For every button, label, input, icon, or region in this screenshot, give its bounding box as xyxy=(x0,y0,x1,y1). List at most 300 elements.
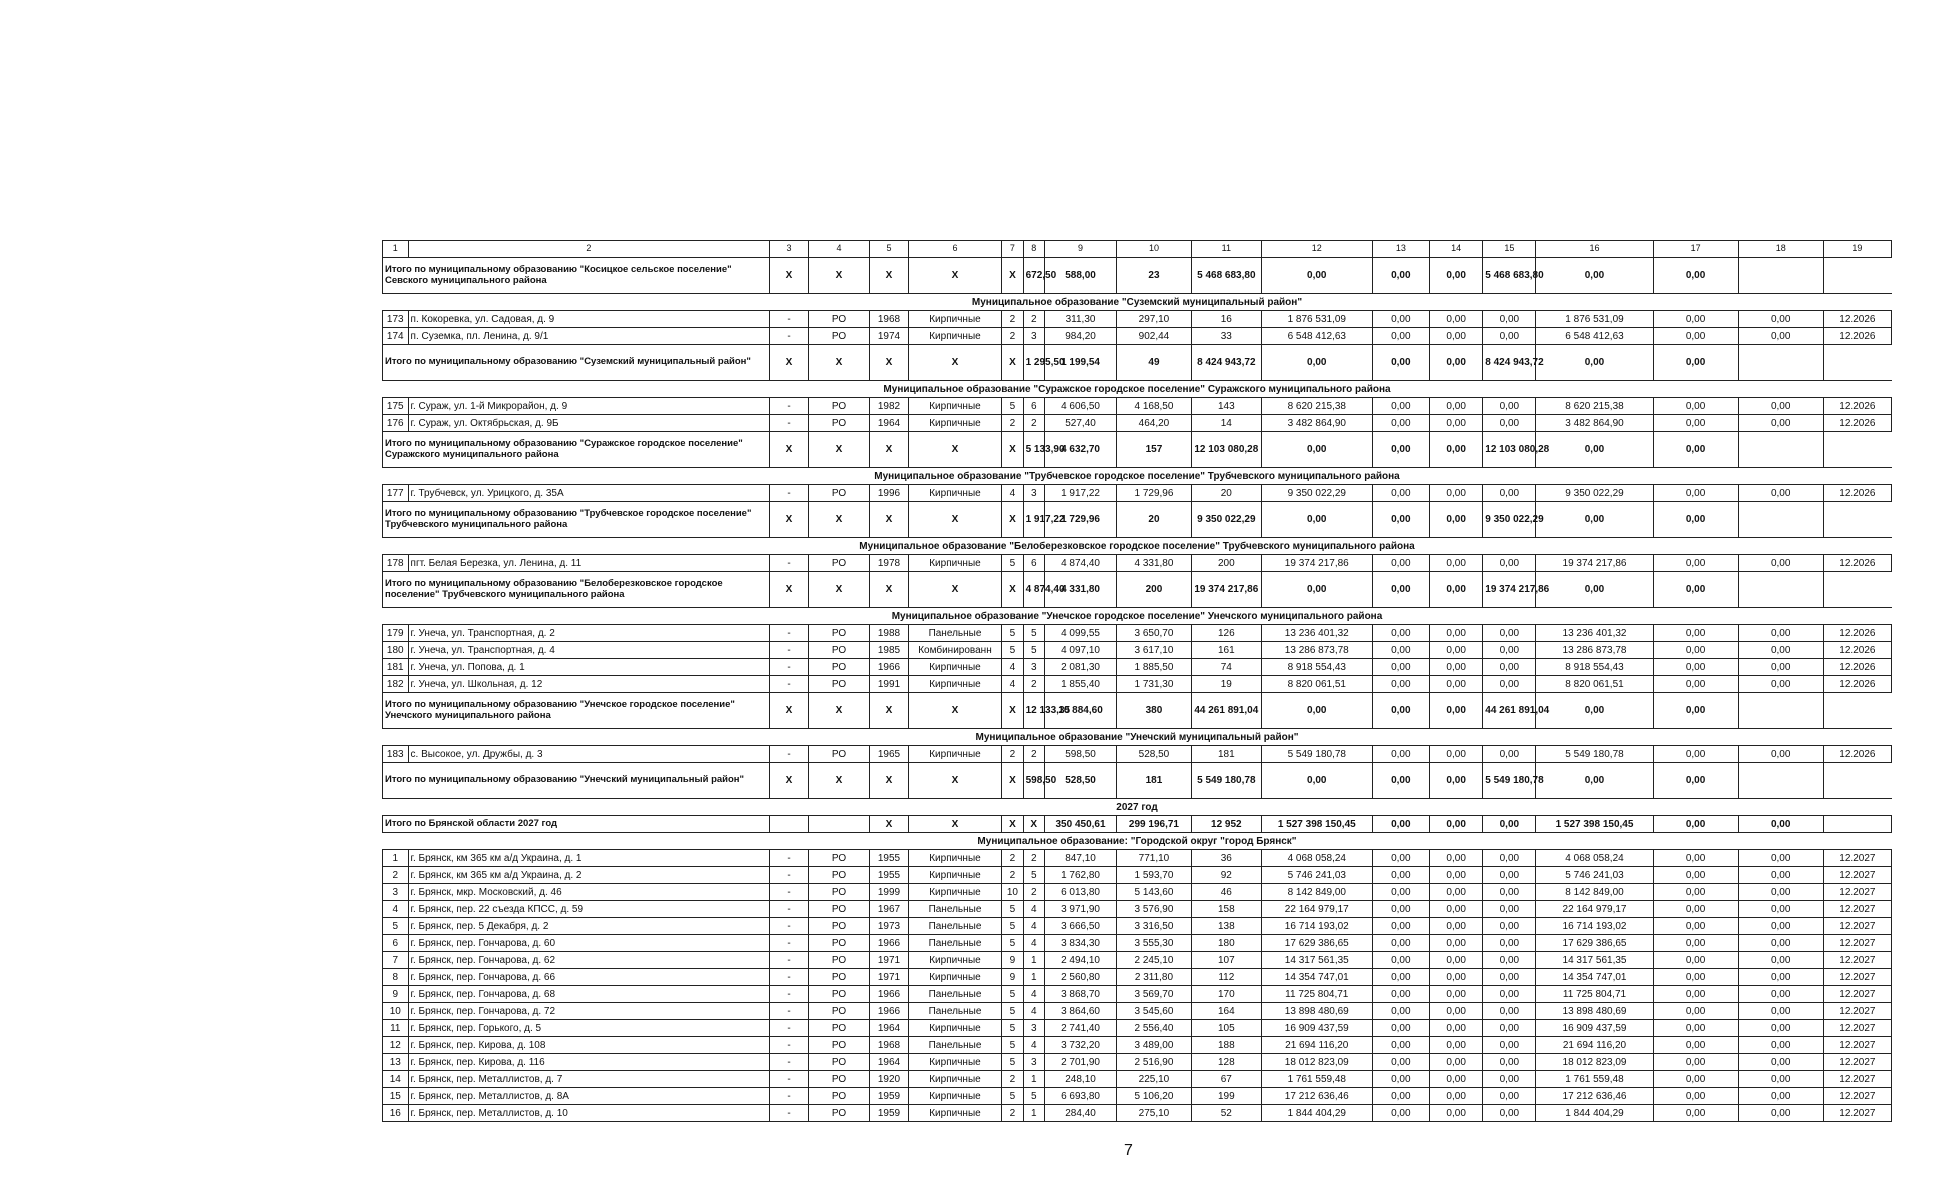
table-cell: 0,00 xyxy=(1430,659,1483,676)
table-cell: 13 898 480,69 xyxy=(1536,1003,1653,1020)
table-cell: 5 xyxy=(1002,1020,1023,1037)
table-cell: РО xyxy=(808,867,870,884)
table-cell: - xyxy=(770,642,808,659)
table-cell: 21 694 116,20 xyxy=(1261,1037,1372,1054)
row-number: 174 xyxy=(383,328,409,345)
address-cell: г. Брянск, пер. 22 съезда КПСС, д. 59 xyxy=(408,901,770,918)
table-cell: 0,00 xyxy=(1430,1003,1483,1020)
table-cell: 0,00 xyxy=(1738,659,1823,676)
table-cell: РО xyxy=(808,485,870,502)
total-cell: X xyxy=(870,763,908,799)
table-cell: 2 516,90 xyxy=(1117,1054,1191,1071)
table-cell: 16 xyxy=(1191,311,1261,328)
total-cell: X xyxy=(1002,816,1023,833)
table-cell: 2 081,30 xyxy=(1044,659,1116,676)
table-cell: 12.2027 xyxy=(1823,952,1891,969)
table-cell: 0,00 xyxy=(1483,398,1536,415)
table-cell: 0,00 xyxy=(1483,969,1536,986)
table-cell: 12.2027 xyxy=(1823,1105,1891,1122)
table-cell: 0,00 xyxy=(1483,642,1536,659)
table-cell: 0,00 xyxy=(1372,676,1429,693)
table-cell: 5 xyxy=(1023,1088,1044,1105)
table-cell: 52 xyxy=(1191,1105,1261,1122)
table-cell: 1967 xyxy=(870,901,908,918)
table-cell: 0,00 xyxy=(1738,867,1823,884)
total-cell: 1 917,22 xyxy=(1023,502,1044,538)
table-cell: 0,00 xyxy=(1738,1020,1823,1037)
address-cell: г. Брянск, пер. Кирова, д. 116 xyxy=(408,1054,770,1071)
table-cell: 0,00 xyxy=(1653,1003,1738,1020)
table-cell: 1 731,30 xyxy=(1117,676,1191,693)
table-cell: Кирпичные xyxy=(908,676,1002,693)
total-cell: 49 xyxy=(1117,345,1191,381)
table-cell: Кирпичные xyxy=(908,1054,1002,1071)
table-cell: 5 143,60 xyxy=(1117,884,1191,901)
total-cell: 0,00 xyxy=(1372,258,1429,294)
table-cell: 1985 xyxy=(870,642,908,659)
table-cell: - xyxy=(770,625,808,642)
table-cell: 0,00 xyxy=(1738,1071,1823,1088)
total-cell: 1 527 398 150,45 xyxy=(1261,816,1372,833)
total-cell: 0,00 xyxy=(1261,502,1372,538)
total-cell: X xyxy=(1002,763,1023,799)
table-cell: 0,00 xyxy=(1372,1003,1429,1020)
table-cell: РО xyxy=(808,676,870,693)
table-cell: 4 xyxy=(1023,986,1044,1003)
table-cell: 2 xyxy=(1023,415,1044,432)
table-cell: 143 xyxy=(1191,398,1261,415)
table-cell: 14 317 561,35 xyxy=(1261,952,1372,969)
table-cell: - xyxy=(770,746,808,763)
total-cell: 5 549 180,78 xyxy=(1483,763,1536,799)
total-cell xyxy=(1738,258,1823,294)
total-cell: X xyxy=(870,502,908,538)
total-cell: 19 374 217,86 xyxy=(1191,572,1261,608)
total-cell: X xyxy=(1023,816,1044,833)
table-cell: 1964 xyxy=(870,1020,908,1037)
total-cell: 44 261 891,04 xyxy=(1483,693,1536,729)
table-cell: - xyxy=(770,415,808,432)
total-cell xyxy=(770,816,808,833)
row-number: 7 xyxy=(383,952,409,969)
total-cell: X xyxy=(908,572,1002,608)
table-cell: 126 xyxy=(1191,625,1261,642)
table-cell: 0,00 xyxy=(1738,1054,1823,1071)
total-cell: 1 527 398 150,45 xyxy=(1536,816,1653,833)
table-cell: 0,00 xyxy=(1372,311,1429,328)
table-cell: 0,00 xyxy=(1738,398,1823,415)
table-cell: РО xyxy=(808,935,870,952)
table-cell: 0,00 xyxy=(1738,1088,1823,1105)
address-cell: г. Брянск, пер. Гончарова, д. 68 xyxy=(408,986,770,1003)
table-cell: 0,00 xyxy=(1738,850,1823,867)
table-cell: Комбинированн xyxy=(908,642,1002,659)
total-label: Итого по муниципальному образованию "Унечское городское поселение" Унечского муниципального района xyxy=(383,693,770,729)
total-cell: 0,00 xyxy=(1536,502,1653,538)
table-cell: 0,00 xyxy=(1372,746,1429,763)
table-cell: 105 xyxy=(1191,1020,1261,1037)
table-cell: 12.2027 xyxy=(1823,1054,1891,1071)
total-cell: 4 874,40 xyxy=(1023,572,1044,608)
section-heading-row xyxy=(383,833,1892,850)
table-cell: 1920 xyxy=(870,1071,908,1088)
table-row xyxy=(383,746,1892,763)
total-cell: X xyxy=(1002,572,1023,608)
row-number: 177 xyxy=(383,485,409,502)
column-number: 6 xyxy=(908,241,1002,258)
table-cell: 0,00 xyxy=(1483,986,1536,1003)
total-cell: 0,00 xyxy=(1536,432,1653,468)
table-cell: 0,00 xyxy=(1430,746,1483,763)
table-cell: 0,00 xyxy=(1430,952,1483,969)
table-cell: - xyxy=(770,1054,808,1071)
column-number: 5 xyxy=(870,241,908,258)
address-cell: г. Брянск, пер. 5 Декабря, д. 2 xyxy=(408,918,770,935)
table-cell: 275,10 xyxy=(1117,1105,1191,1122)
table-cell: РО xyxy=(808,1020,870,1037)
table-cell: 3 xyxy=(1023,1054,1044,1071)
table-cell: 0,00 xyxy=(1372,328,1429,345)
table-cell: 0,00 xyxy=(1430,1071,1483,1088)
total-cell: X xyxy=(908,816,1002,833)
table-cell: 13 236 401,32 xyxy=(1536,625,1653,642)
table-cell: 16 714 193,02 xyxy=(1261,918,1372,935)
column-number: 8 xyxy=(1023,241,1044,258)
table-cell: 984,20 xyxy=(1044,328,1116,345)
table-cell: 1955 xyxy=(870,867,908,884)
table-cell: Кирпичные xyxy=(908,952,1002,969)
table-cell: 18 012 823,09 xyxy=(1261,1054,1372,1071)
table-cell: 0,00 xyxy=(1738,415,1823,432)
table-cell: 0,00 xyxy=(1430,935,1483,952)
table-cell: 1971 xyxy=(870,969,908,986)
section-heading-row xyxy=(383,381,1892,398)
total-cell: X xyxy=(870,258,908,294)
total-cell: 0,00 xyxy=(1430,763,1483,799)
table-cell: 3 864,60 xyxy=(1044,1003,1116,1020)
table-cell: 12.2027 xyxy=(1823,969,1891,986)
column-number: 16 xyxy=(1536,241,1653,258)
table-cell: 464,20 xyxy=(1117,415,1191,432)
table-cell: 0,00 xyxy=(1483,901,1536,918)
table-cell: 0,00 xyxy=(1483,1020,1536,1037)
section-title: 2027 год xyxy=(383,799,1892,816)
table-cell: 17 212 636,46 xyxy=(1536,1088,1653,1105)
table-cell: 3 xyxy=(1023,485,1044,502)
table-cell: 0,00 xyxy=(1483,918,1536,935)
total-label: Итого по муниципальному образованию "Суземский муниципальный район" xyxy=(383,345,770,381)
row-number: 173 xyxy=(383,311,409,328)
total-cell: 4 632,70 xyxy=(1044,432,1116,468)
table-cell: РО xyxy=(808,918,870,935)
table-cell: 2 xyxy=(1002,867,1023,884)
table-cell: 20 xyxy=(1191,485,1261,502)
table-cell: 0,00 xyxy=(1430,485,1483,502)
table-cell: 161 xyxy=(1191,642,1261,659)
section-heading-row xyxy=(383,468,1892,485)
table-cell: РО xyxy=(808,625,870,642)
table-cell: РО xyxy=(808,311,870,328)
table-cell: 0,00 xyxy=(1653,1088,1738,1105)
table-cell: 36 xyxy=(1191,850,1261,867)
total-cell: 1 295,50 xyxy=(1023,345,1044,381)
column-number: 9 xyxy=(1044,241,1116,258)
total-cell: 0,00 xyxy=(1261,693,1372,729)
table-cell: 4 068 058,24 xyxy=(1536,850,1653,867)
table-cell: 0,00 xyxy=(1372,1071,1429,1088)
total-label: Итого по муниципальному образованию "Суражское городское поселение" Суражского муниципального района xyxy=(383,432,770,468)
row-number: 9 xyxy=(383,986,409,1003)
section-title: Муниципальное образование "Унечский муниципальный район" xyxy=(383,729,1892,746)
table-cell: 5 xyxy=(1002,1088,1023,1105)
table-cell: 4 331,80 xyxy=(1117,555,1191,572)
column-number: 14 xyxy=(1430,241,1483,258)
total-cell: 23 xyxy=(1117,258,1191,294)
table-cell: 0,00 xyxy=(1483,1003,1536,1020)
total-cell: 0,00 xyxy=(1430,693,1483,729)
row-number: 12 xyxy=(383,1037,409,1054)
table-row xyxy=(383,1037,1892,1054)
table-cell: 0,00 xyxy=(1653,918,1738,935)
address-cell: г. Унеча, ул. Транспортная, д. 2 xyxy=(408,625,770,642)
total-cell: X xyxy=(1002,258,1023,294)
table-cell: РО xyxy=(808,1037,870,1054)
table-body xyxy=(383,241,1892,1122)
table-cell: 0,00 xyxy=(1372,969,1429,986)
table-cell: 9 xyxy=(1002,969,1023,986)
table-cell: 3 482 864,90 xyxy=(1261,415,1372,432)
table-cell: РО xyxy=(808,969,870,986)
total-cell xyxy=(1738,693,1823,729)
total-cell: X xyxy=(808,258,870,294)
total-cell: 4 331,80 xyxy=(1044,572,1116,608)
table-cell: 3 834,30 xyxy=(1044,935,1116,952)
table-cell: 1971 xyxy=(870,952,908,969)
table-cell: 1 593,70 xyxy=(1117,867,1191,884)
table-cell: Кирпичные xyxy=(908,328,1002,345)
row-number: 5 xyxy=(383,918,409,935)
table-cell: 0,00 xyxy=(1372,642,1429,659)
table-cell: 5 549 180,78 xyxy=(1536,746,1653,763)
total-cell: 0,00 xyxy=(1653,258,1738,294)
table-cell: 1 729,96 xyxy=(1117,485,1191,502)
table-cell: 3 489,00 xyxy=(1117,1037,1191,1054)
total-cell xyxy=(1738,432,1823,468)
table-cell: 22 164 979,17 xyxy=(1536,901,1653,918)
subtotal-row xyxy=(383,763,1892,799)
table-cell: 1 xyxy=(1023,1105,1044,1122)
total-cell: X xyxy=(908,502,1002,538)
table-cell: 3 666,50 xyxy=(1044,918,1116,935)
table-cell: 18 012 823,09 xyxy=(1536,1054,1653,1071)
table-cell: 12.2027 xyxy=(1823,884,1891,901)
table-cell: 12.2027 xyxy=(1823,986,1891,1003)
table-cell: 14 354 747,01 xyxy=(1261,969,1372,986)
row-number: 181 xyxy=(383,659,409,676)
table-cell: 2 701,90 xyxy=(1044,1054,1116,1071)
table-row xyxy=(383,1020,1892,1037)
total-cell: 672,50 xyxy=(1023,258,1044,294)
table-cell: 4 606,50 xyxy=(1044,398,1116,415)
total-cell: 380 xyxy=(1117,693,1191,729)
table-cell: - xyxy=(770,398,808,415)
table-cell: 1 xyxy=(1023,969,1044,986)
address-cell: п. Суземка, пл. Ленина, д. 9/1 xyxy=(408,328,770,345)
table-cell: 13 898 480,69 xyxy=(1261,1003,1372,1020)
table-cell: 1 844 404,29 xyxy=(1261,1105,1372,1122)
table-cell: 4 099,55 xyxy=(1044,625,1116,642)
total-cell: 5 549 180,78 xyxy=(1191,763,1261,799)
table-row xyxy=(383,1003,1892,1020)
section-title: Муниципальное образование: "Городской округ "город Брянск" xyxy=(383,833,1892,850)
row-number: 179 xyxy=(383,625,409,642)
total-cell: 10 884,60 xyxy=(1044,693,1116,729)
table-cell: 0,00 xyxy=(1653,676,1738,693)
table-cell: 200 xyxy=(1191,555,1261,572)
table-cell: 0,00 xyxy=(1738,642,1823,659)
table-row xyxy=(383,311,1892,328)
section-title: Муниципальное образование "Унечское городское поселение" Унечского муниципального района xyxy=(383,608,1892,625)
column-number: 4 xyxy=(808,241,870,258)
table-cell: 11 725 804,71 xyxy=(1536,986,1653,1003)
total-cell: X xyxy=(808,693,870,729)
total-cell: 528,50 xyxy=(1044,763,1116,799)
table-cell: 0,00 xyxy=(1653,969,1738,986)
table-cell: 8 918 554,43 xyxy=(1536,659,1653,676)
table-cell: 4 068 058,24 xyxy=(1261,850,1372,867)
table-cell: 6 548 412,63 xyxy=(1536,328,1653,345)
table-cell: РО xyxy=(808,328,870,345)
total-cell: X xyxy=(770,763,808,799)
total-cell: X xyxy=(908,693,1002,729)
table-cell: Кирпичные xyxy=(908,1071,1002,1088)
total-cell: X xyxy=(908,345,1002,381)
total-cell: 5 133,90 xyxy=(1023,432,1044,468)
table-cell: 0,00 xyxy=(1372,555,1429,572)
table-cell: 2 741,40 xyxy=(1044,1020,1116,1037)
table-cell: 0,00 xyxy=(1653,485,1738,502)
table-cell: Панельные xyxy=(908,986,1002,1003)
row-number: 15 xyxy=(383,1088,409,1105)
total-cell: X xyxy=(808,432,870,468)
table-cell: 12.2026 xyxy=(1823,746,1891,763)
table-cell: 12.2027 xyxy=(1823,935,1891,952)
table-cell: 2 494,10 xyxy=(1044,952,1116,969)
table-cell: 4 097,10 xyxy=(1044,642,1116,659)
table-row xyxy=(383,850,1892,867)
total-cell: X xyxy=(870,572,908,608)
table-cell: 2 xyxy=(1002,1105,1023,1122)
table-cell: 0,00 xyxy=(1430,328,1483,345)
table-cell: 1 xyxy=(1023,952,1044,969)
table-cell: 22 164 979,17 xyxy=(1261,901,1372,918)
table-cell: 0,00 xyxy=(1430,901,1483,918)
table-cell: 0,00 xyxy=(1483,1037,1536,1054)
table-cell: 2 xyxy=(1023,676,1044,693)
table-cell: - xyxy=(770,850,808,867)
table-cell: 0,00 xyxy=(1653,884,1738,901)
total-cell: 9 350 022,29 xyxy=(1483,502,1536,538)
table-cell: 0,00 xyxy=(1483,311,1536,328)
section-heading-row xyxy=(383,538,1892,555)
table-cell: 0,00 xyxy=(1483,746,1536,763)
table-cell: 0,00 xyxy=(1483,850,1536,867)
total-cell: 157 xyxy=(1117,432,1191,468)
table-row xyxy=(383,901,1892,918)
table-cell: - xyxy=(770,901,808,918)
total-cell: 0,00 xyxy=(1536,258,1653,294)
table-cell: 1959 xyxy=(870,1088,908,1105)
table-row xyxy=(383,935,1892,952)
table-cell: 0,00 xyxy=(1483,935,1536,952)
table-cell: 4 168,50 xyxy=(1117,398,1191,415)
table-cell: 0,00 xyxy=(1430,884,1483,901)
table-cell: 0,00 xyxy=(1653,659,1738,676)
table-cell: 8 142 849,00 xyxy=(1261,884,1372,901)
section-title: Муниципальное образование "Суземский муниципальный район" xyxy=(383,294,1892,311)
table-cell: Кирпичные xyxy=(908,555,1002,572)
table-cell: 1966 xyxy=(870,935,908,952)
table-cell: Кирпичные xyxy=(908,1020,1002,1037)
total-cell: 20 xyxy=(1117,502,1191,538)
column-number: 18 xyxy=(1738,241,1823,258)
total-cell: 0,00 xyxy=(1483,816,1536,833)
table-cell: 284,40 xyxy=(1044,1105,1116,1122)
table-cell: - xyxy=(770,1088,808,1105)
table-cell: 4 874,40 xyxy=(1044,555,1116,572)
table-cell: 12.2026 xyxy=(1823,415,1891,432)
table-cell: 5 xyxy=(1002,1037,1023,1054)
table-cell: 4 xyxy=(1023,918,1044,935)
row-number: 14 xyxy=(383,1071,409,1088)
row-number: 178 xyxy=(383,555,409,572)
table-cell: 0,00 xyxy=(1653,867,1738,884)
table-cell: 0,00 xyxy=(1738,746,1823,763)
table-cell: 0,00 xyxy=(1483,1105,1536,1122)
total-cell: 0,00 xyxy=(1372,502,1429,538)
table-cell: РО xyxy=(808,746,870,763)
table-cell: 8 820 061,51 xyxy=(1261,676,1372,693)
table-cell: 0,00 xyxy=(1738,986,1823,1003)
row-number: 13 xyxy=(383,1054,409,1071)
table-cell: 1982 xyxy=(870,398,908,415)
total-cell: 5 468 683,80 xyxy=(1483,258,1536,294)
section-title: Муниципальное образование "Суражское городское поселение" Суражского муниципального района xyxy=(383,381,1892,398)
table-cell: 0,00 xyxy=(1653,1037,1738,1054)
table-cell: 3 650,70 xyxy=(1117,625,1191,642)
total-cell xyxy=(1738,572,1823,608)
table-row xyxy=(383,1088,1892,1105)
table-cell: 4 xyxy=(1002,485,1023,502)
table-cell: 1 885,50 xyxy=(1117,659,1191,676)
table-cell: 0,00 xyxy=(1430,1054,1483,1071)
table-cell: 0,00 xyxy=(1483,952,1536,969)
table-cell: Панельные xyxy=(908,1003,1002,1020)
table-cell: 0,00 xyxy=(1372,485,1429,502)
subtotal-row xyxy=(383,345,1892,381)
total-cell: 0,00 xyxy=(1261,345,1372,381)
table-cell: 6 xyxy=(1023,398,1044,415)
table-cell: 0,00 xyxy=(1483,676,1536,693)
table-cell: 12.2027 xyxy=(1823,1003,1891,1020)
table-cell: 1964 xyxy=(870,415,908,432)
table-cell: 0,00 xyxy=(1738,935,1823,952)
table-cell: 0,00 xyxy=(1483,415,1536,432)
table-cell: 8 820 061,51 xyxy=(1536,676,1653,693)
table-cell: 12.2026 xyxy=(1823,485,1891,502)
table-cell: 0,00 xyxy=(1483,1088,1536,1105)
table-cell: 0,00 xyxy=(1738,1037,1823,1054)
